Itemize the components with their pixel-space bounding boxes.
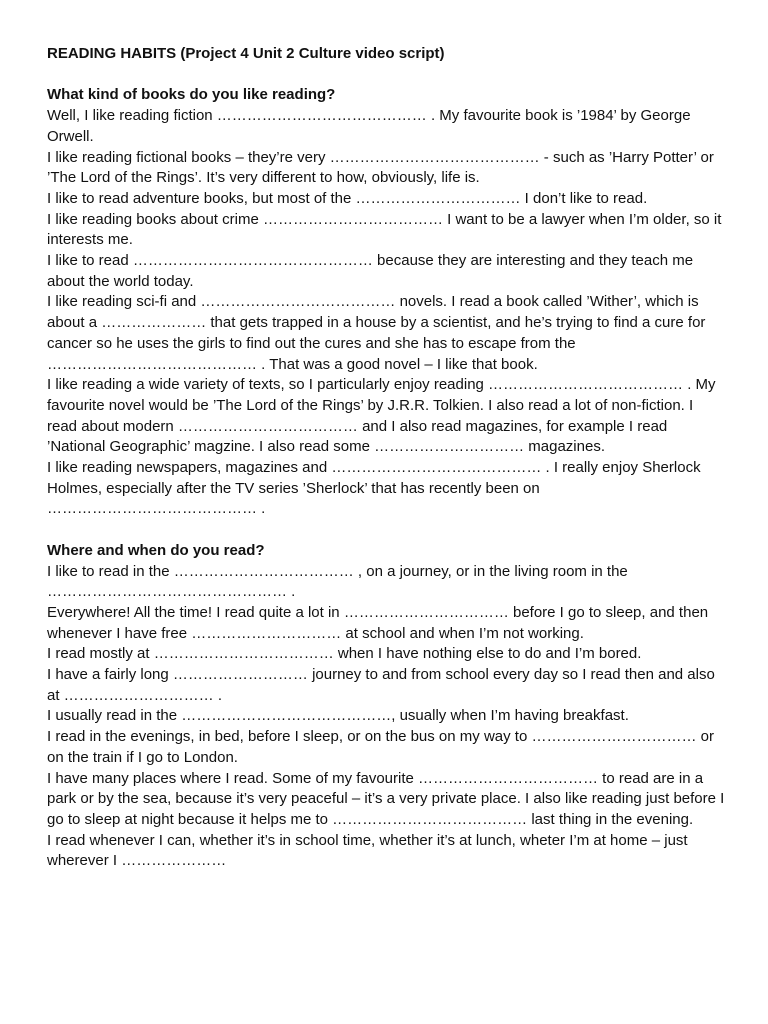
paragraph: I read mostly at ……………………………… when I have nothing else to do and I’m bored.	[47, 645, 642, 663]
section-heading: What kind of books do you like reading?	[47, 86, 336, 104]
paragraph: I have many places where I read. Some of my favourite ……………………………… to read are in a park or by the sea, because it’s very peaceful – it’s a very private place. I also like reading just before I go to sleep at night because it helps me to ………………………………… last thing in the evening.	[47, 769, 725, 828]
document-page	[47, 44, 727, 872]
paragraph: I like reading books about crime ……………………………… I want to be a lawyer when I’m older, so it interests me.	[47, 210, 722, 249]
section-book-preferences	[47, 85, 727, 520]
section-reading-places	[47, 541, 727, 872]
paragraph: I like to read ………………………………………… because they are interesting and they teach me about the world today.	[47, 252, 694, 290]
paragraph: I usually read in the ……………………………………, usually when I’m having breakfast.	[47, 707, 629, 725]
spacer	[47, 520, 727, 541]
paragraph: Well, I like reading fiction …………………………………… . My favourite book is ’1984’ by George Orwell.	[47, 107, 691, 145]
paragraph: I like reading newspapers, magazines and …………………………………… . I really enjoy Sherlock Holmes, especially after the TV series ’Sherlock’ that has recently been on …………………………………… .	[47, 459, 701, 518]
spacer	[47, 65, 727, 86]
paragraph: I have a fairly long ……………………… journey to and from school every day so I read then and also at ………………………… .	[47, 666, 715, 704]
document-title: READING HABITS (Project 4 Unit 2 Culture video script)	[47, 45, 445, 62]
paragraph: I read in the evenings, in bed, before I sleep, or on the bus on my way to …………………………… or on the train if I go to London.	[47, 728, 714, 766]
paragraph: I like reading fictional books – they’re very …………………………………… - such as ’Harry Potter’ or ’The Lord of the Rings’. It’s very different to how, obviously, life is.	[47, 148, 714, 187]
section-heading: Where and when do you read?	[47, 541, 265, 559]
paragraph: I like reading sci-fi and ………………………………… novels. I read a book called ’Wither’, which is about a ………………… that gets trapped in a house by a scientist, and he’s trying to find a cure for cancer so he uses the girls to find out the cures and she has to escape from the …………………………………… . That was a good novel – I like that book.	[47, 293, 706, 373]
paragraph: I like to read adventure books, but most of the …………………………… I don’t like to read.	[47, 189, 648, 207]
paragraph: Everywhere! All the time! I read quite a lot in …………………………… before I go to sleep, and then whenever I have free ………………………… at school and when I’m not working.	[47, 603, 709, 642]
paragraph: I like to read in the ……………………………… , on a journey, or in the living room in the ………………………………………… .	[47, 562, 628, 601]
paragraph: I like reading a wide variety of texts, so I particularly enjoy reading ………………………………… . My favourite novel would be ’The Lord of the Rings’ by J.R.R. Tolkien. I also read a lot of non-fiction. I read about modern ……………………………… and I also read magazines, for example I read ’National Geographic’ magzine. I also read some ………………………… magazines.	[47, 376, 716, 456]
paragraph: I read whenever I can, whether it’s in school time, whether it’s at lunch, wheter I’m at home – just wherever I …………………	[47, 831, 688, 870]
